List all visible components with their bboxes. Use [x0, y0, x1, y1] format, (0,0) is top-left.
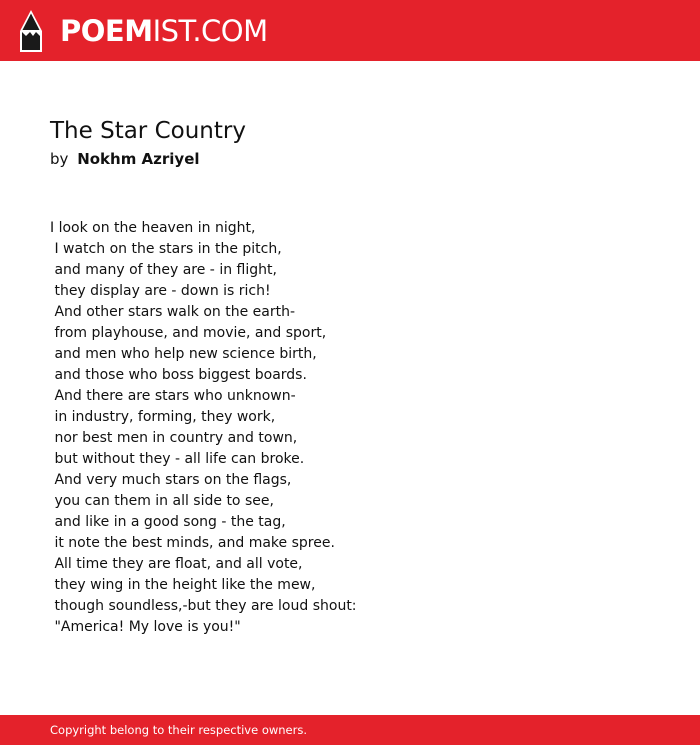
poem-line: it note the best minds, and make spree.: [50, 535, 335, 551]
poem-header: [50, 113, 670, 170]
poem-title: The Star Country: [50, 118, 246, 144]
poem-line: you can them in all side to see,: [50, 493, 274, 509]
poem-line: And other stars walk on the earth-: [50, 304, 295, 320]
poem-body: [50, 218, 670, 638]
poem-line: and many of they are - in flight,: [50, 262, 277, 278]
poem-line: nor best men in country and town,: [50, 430, 298, 446]
site-footer: [0, 715, 700, 745]
by-label: by: [50, 150, 69, 168]
poem-line: And very much stars on the flags,: [50, 472, 292, 488]
site-header: [0, 0, 700, 61]
author-link[interactable]: Nokhm Azriyel: [77, 150, 200, 168]
poem-line: from playhouse, and movie, and sport,: [50, 325, 327, 341]
poem-line: All time they are float, and all vote,: [50, 556, 303, 572]
poem-line: I look on the heaven in night,: [50, 220, 256, 236]
byline: [50, 149, 670, 170]
poem-line: they wing in the height like the mew,: [50, 577, 316, 593]
pencil-icon: [17, 9, 45, 53]
site-logo[interactable]: [17, 8, 268, 54]
poem-line: they display are - down is rich!: [50, 283, 271, 299]
poem-line: And there are stars who unknown-: [50, 388, 296, 404]
copyright-text: Copyright belong to their respective owners.: [50, 723, 308, 737]
logo-text: [60, 13, 268, 48]
poem-line: and men who help new science birth,: [50, 346, 317, 362]
poem-line: I watch on the stars in the pitch,: [50, 241, 282, 257]
poem-line: in industry, forming, they work,: [50, 409, 276, 425]
poem-line: though soundless,-but they are loud shout:: [50, 598, 357, 614]
poem-line: "America! My love is you!": [50, 619, 241, 635]
logo-text-light: IST.COM: [152, 13, 268, 48]
logo-text-bold: POEM: [60, 13, 153, 48]
poem-line: and those who boss biggest boards.: [50, 367, 307, 383]
poem-line: and like in a good song - the tag,: [50, 514, 286, 530]
poem-line: but without they - all life can broke.: [50, 451, 305, 467]
